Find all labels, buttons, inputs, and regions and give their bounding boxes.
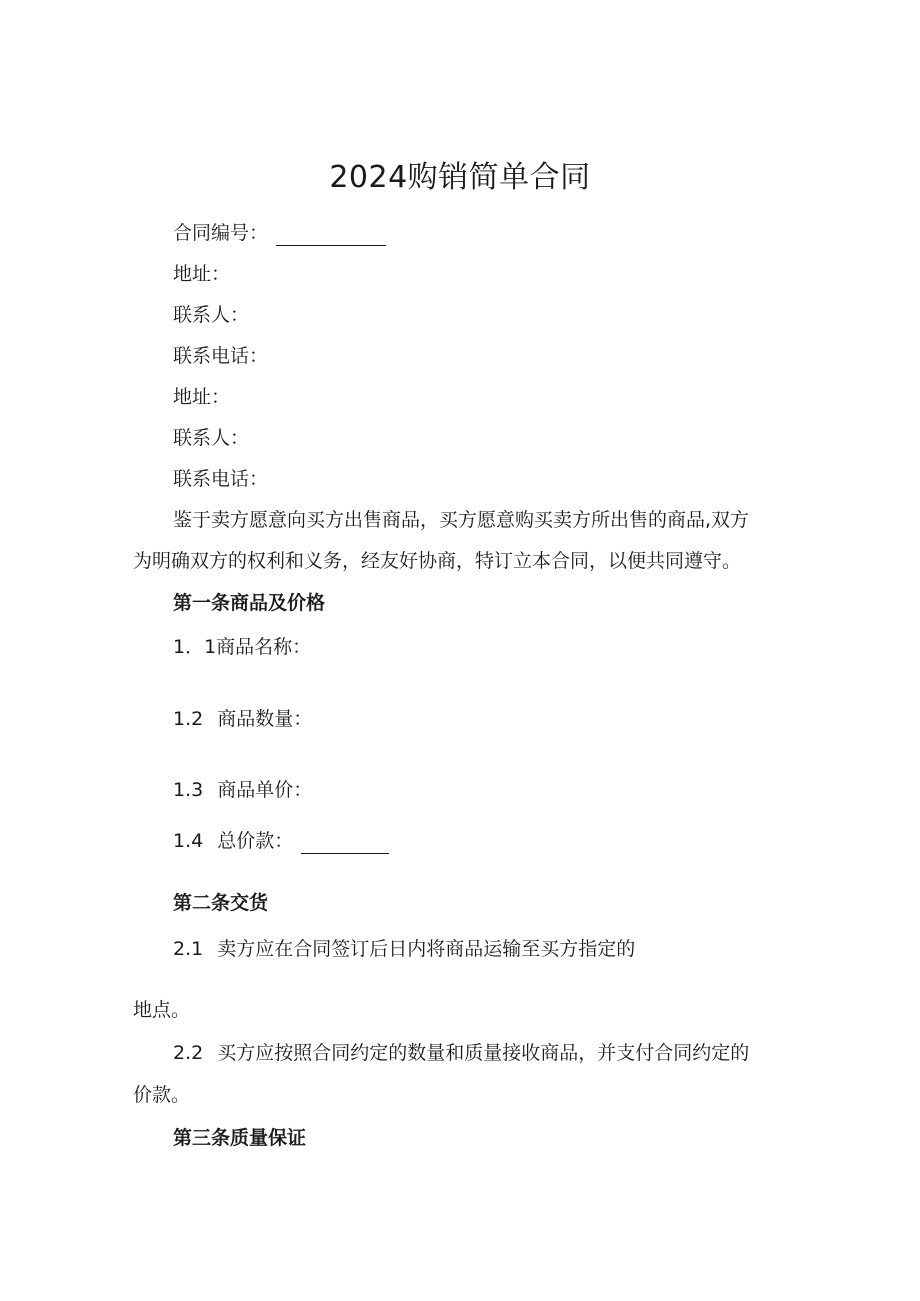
item-1-3-number: 1.3 [173,779,204,801]
item-2-2-continuation: 价款。 [133,1084,191,1106]
contract-number-label: 合同编号： [173,222,269,244]
item-1-4 [173,828,389,854]
contract-number-line [173,220,386,246]
preamble-line-1: 鉴于卖方愿意向买方出售商品，买方愿意购买卖方所出售的商品,双方 [173,509,750,531]
item-2-1 [173,936,635,962]
party-a-address: 地址： [173,263,231,285]
party-a-phone: 联系电话： [173,345,269,367]
article-1-heading: 第一条商品及价格 [173,592,326,614]
article-2-heading: 第二条交货 [173,892,269,914]
item-2-2-number: 2.2 [173,1042,204,1064]
item-1-3-text: 商品单价： [217,779,313,801]
item-1-4-number: 1.4 [173,830,204,852]
item-1-4-text: 总价款： [217,830,294,852]
party-b-contact: 联系人： [173,427,250,449]
item-2-1-number: 2.1 [173,938,204,960]
item-2-1-text: 卖方应在合同签订后日内将商品运输至买方指定的 [217,938,636,960]
party-a-contact: 联系人： [173,304,250,326]
item-1-1: 1．1商品名称： [173,636,312,658]
preamble-line-2: 为明确双方的权利和义务，经友好协商，特订立本合同，以便共同遵守。 [133,550,742,572]
item-2-2-text: 买方应按照合同约定的数量和质量接收商品，并支付合同约定的 [217,1042,750,1064]
item-2-1-continuation: 地点。 [133,999,191,1021]
item-1-2-text: 商品数量： [217,708,313,730]
item-2-2 [173,1040,749,1066]
contract-number-blank [276,227,386,246]
party-b-phone: 联系电话： [173,468,269,490]
item-1-2 [173,706,312,732]
article-3-heading: 第三条质量保证 [173,1127,307,1149]
total-price-blank [301,835,389,854]
item-1-3 [173,777,312,803]
document-title: 2024购销简单合同 [329,160,591,195]
party-b-address: 地址： [173,386,231,408]
item-1-2-number: 1.2 [173,708,204,730]
